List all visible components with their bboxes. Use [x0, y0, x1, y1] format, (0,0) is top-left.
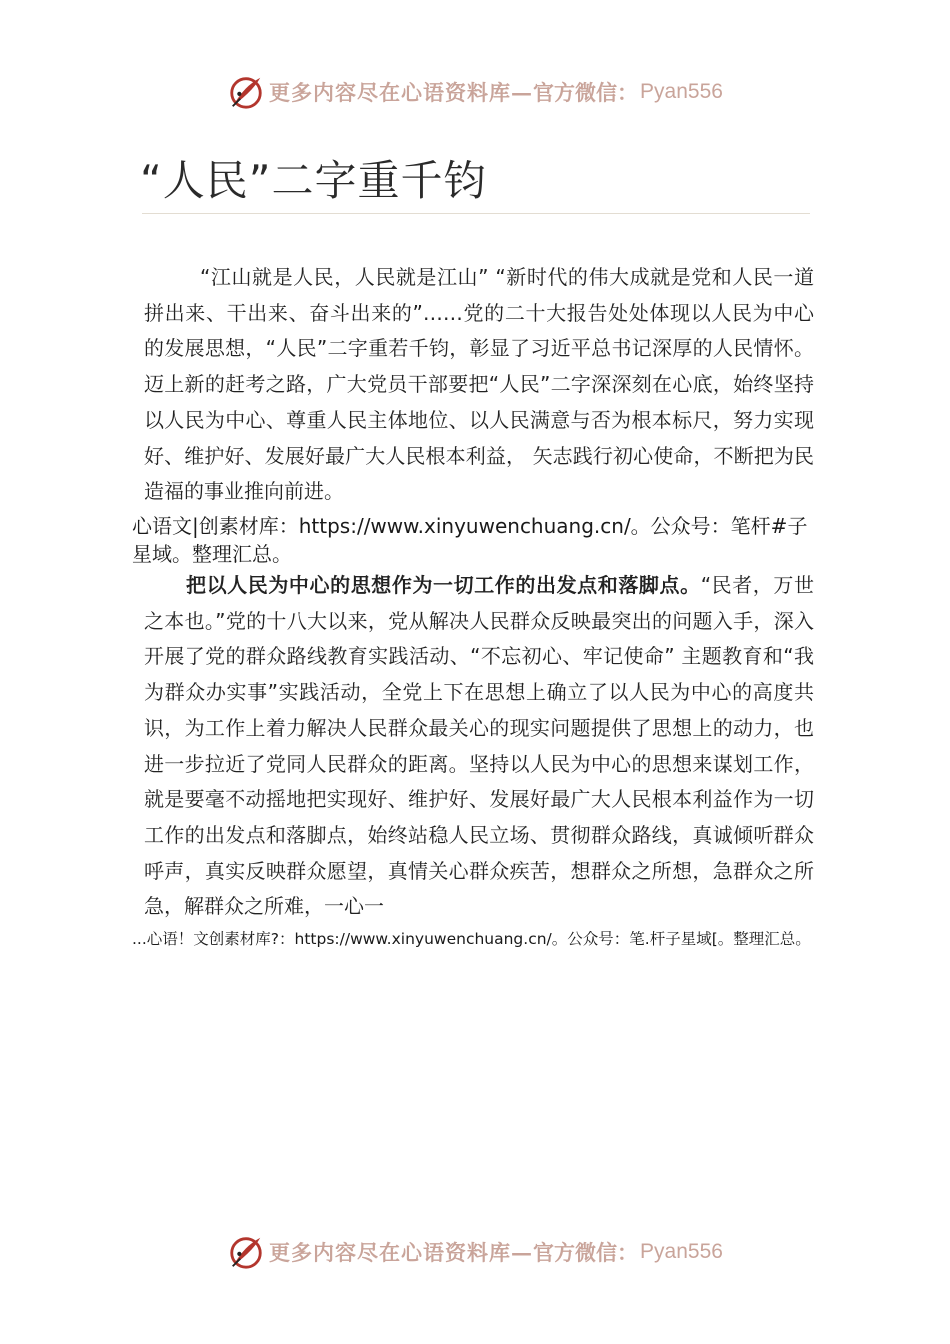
paragraph-2-body: “民者，万世之本也。”党的十八大以来，党从解决人民群众反映最突出的问题入手，深入开展了党的群众路线教育实践活动、“不忘初心、牢记使命” 主题教育和“我为群众办实事”实践活动，全党上下在思想上确立了以人民为中心的高度共识，为工作上着力解决人民群众最关心的现实问题提供了思想上的动力，也进一步拉近了党同人民群众的距离。坚持以人民为中心的思想来谋划工作，就是要毫不动摇地把实现好、维护好、发展好最广大人民根本利益作为一切工作的出发点和落脚点，始终站稳人民立场、贯彻群众路线，真诚倾听群众呼声，真实反映群众愿望，真情关心群众疾苦，想群众之所想，急群众之所急，解群众之所难，一心一: [144, 573, 814, 919]
title-divider: [142, 213, 810, 214]
footer-banner: [0, 1232, 950, 1272]
paragraph-1: “江山就是人民，人民就是江山” “新时代的伟大成就是党和人民一道拼出来、干出来、奋斗出来的”……党的二十大报告处处体现以人民为中心的发展思想，“人民”二字重若千钧，彰显了习近平总书记深厚的人民情怀。迈上新的赶考之路，广大党员干部要把“人民”二字深深刻在心底，始终坚持以人民为中心、尊重人民主体地位、以人民满意与否为根本标尺，努力实现好、维护好、发展好最广大人民根本利益， 矢志践行初心使命，不断把为民造福的事业推向前进。: [144, 265, 814, 504]
source-note-1: 心语文|创素材库：https://www.xinyuwenchuang.cn/。公众号：笔杆#子星域。整理汇总。: [132, 514, 808, 566]
banner-wechat-id: Pyan556: [640, 1240, 723, 1263]
banner-wechat-id: Pyan556: [640, 80, 723, 103]
paragraph-2-lead: 把以人民为中心的思想作为一切工作的出发点和落脚点。: [186, 573, 701, 597]
article-title: “人民”二字重千钧: [140, 156, 487, 205]
quill-pen-logo-icon: [227, 1233, 265, 1271]
paragraph-2: [144, 568, 814, 925]
quill-pen-logo-icon: [227, 73, 265, 111]
banner-slogan: 更多内容尽在心语资料库—: [269, 1240, 534, 1265]
source-note-2: ...心语！文创素材库?：https://www.xinyuwenchuang.cn/。公众号：笔.杆子星域[。整理汇总。: [132, 930, 811, 948]
banner-wechat-label: 官方微信：: [533, 1240, 639, 1265]
header-banner: [0, 72, 950, 112]
banner-slogan: 更多内容尽在心语资料库—: [269, 80, 534, 105]
banner-wechat-label: 官方微信：: [533, 80, 639, 105]
